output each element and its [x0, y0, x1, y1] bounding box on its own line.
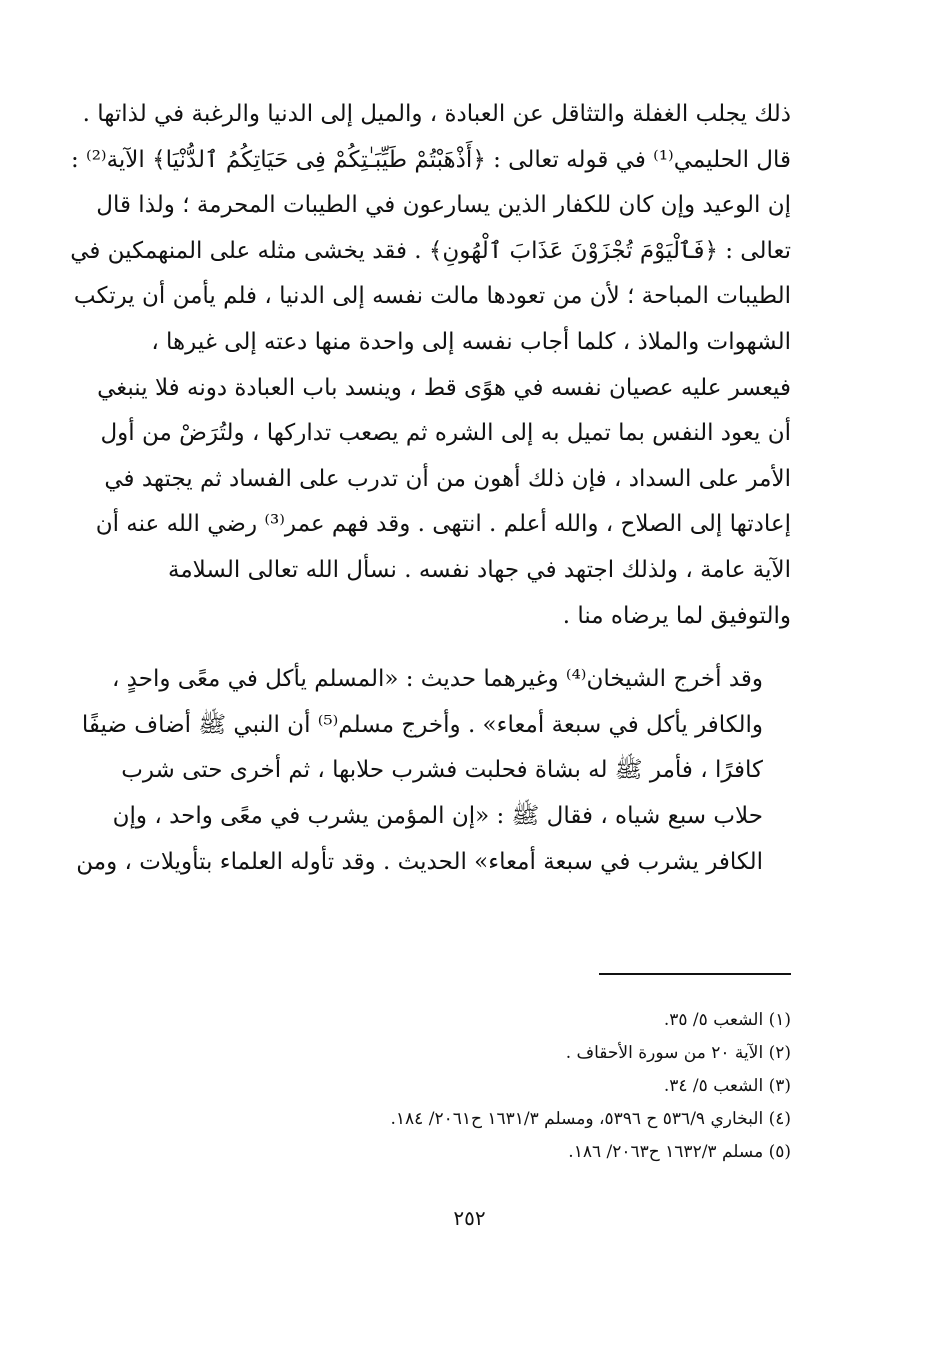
footnote-3: (٣) الشعب ٥/ ٣٤.: [663, 1076, 791, 1096]
text-line: الآية عامة ، ولذلك اجتهد في جهاد نفسه . نسأل الله تعالى السلامة: [168, 556, 791, 583]
text-line: والكافر يأكل في سبعة أمعاء» . وأخرج مسلم⁽⁵⁾ أن النبي ﷺ أضاف ضيفًا: [81, 711, 763, 738]
text-line: إن الوعيد وإن كان للكفار الذين يسارعون في الطيبات المحرمة ؛ ولذا قال: [96, 192, 791, 219]
text-line: كافرًا ، فأمر ﷺ له بشاة فحلبت فشرب حلابها ، ثم أخرى حتى شرب: [121, 757, 763, 784]
text-line: ذلك يجلب الغفلة والتثاقل عن العبادة ، والميل إلى الدنيا والرغبة في لذاتها .: [82, 101, 791, 127]
page-number: ٢٥٢: [453, 1206, 486, 1230]
text-line: قال الحليمي⁽¹⁾ في قوله تعالى : ﴿أَذْهَبْتُمْ طَيِّبَـٰتِكُمْ فِى حَيَاتِكُمُ ٱلدُّنْيَا﴾ الآية⁽²⁾ :: [70, 146, 791, 173]
text-line: الكافر يشرب في سبعة أمعاء» الحديث . وقد تأوله العلماء بتأويلات ، ومن: [76, 848, 763, 875]
text-line: حلاب سبع شياه ، فقال ﷺ : «إن المؤمن يشرب في معًى واحد ، وإن: [112, 802, 763, 829]
footnote-5: (٥) مسلم ١٦٣٢/٣ ح٢٠٦٣/ ١٨٦.: [568, 1142, 791, 1162]
text-line: الأمر على السداد ، فإن ذلك أهون من أن تدرب على الفساد ثم يجتهد في: [104, 465, 791, 492]
text-line: إعادتها إلى الصلاح ، والله أعلم . انتهى . وقد فهم عمر⁽³⁾ رضي الله عنه أن: [95, 511, 791, 538]
footnote-4: (٤) البخاري ٥٣٦/٩ ح ٥٣٩٦، ومسلم ١٦٣١/٣ ح٢٠٦١/ ١٨٤.: [390, 1109, 791, 1129]
footnote-divider: [599, 973, 791, 975]
paragraph-1: [70, 92, 791, 639]
text-line: الشهوات والملاذ ، كلما أجاب نفسه إلى واحدة منها دعته إلى غيرها ،: [151, 328, 791, 355]
text-line: تعالى : ﴿فَٱلْيَوْمَ تُجْزَوْنَ عَذَابَ ٱلْهُونِ﴾ . فقد يخشى مثله على المنهمكين في: [70, 237, 791, 264]
footnotes: [129, 1004, 791, 1169]
footnote-2: (٢) الآية ٢٠ من سورة الأحقاف .: [565, 1043, 791, 1063]
text-line: الطيبات المباحة ؛ لأن من تعودها مالت نفسه إلى الدنيا ، فلم يأمن أن يرتكب: [73, 283, 791, 310]
text-line: فيعسر عليه عصيان نفسه في هوًى قط ، وينسد باب العبادة دونه فلا ينبغي: [97, 374, 791, 401]
text-line: أن يعود النفس بما تميل به إلى الشره ثم يصعب تداركها ، ولتُرَضْ من أول: [100, 420, 791, 447]
text-line: والتوفيق لما يرضاه منا .: [562, 602, 791, 629]
main-text: [70, 92, 791, 885]
paragraph-2: [76, 657, 791, 885]
text-line: وقد أخرج الشيخان⁽⁴⁾ وغيرهما حديث : «المسلم يأكل في معًى واحدٍ ،: [111, 666, 763, 693]
footnote-1: (١) الشعب ٥/ ٣٥.: [663, 1010, 791, 1030]
